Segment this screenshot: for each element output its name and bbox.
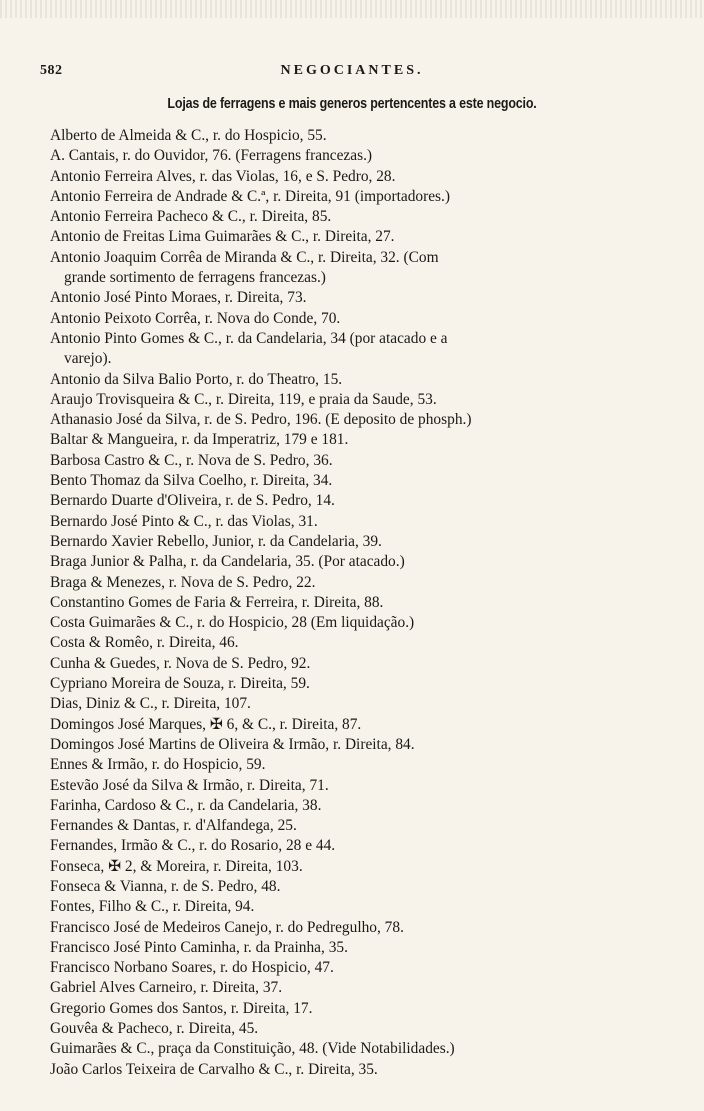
list-item: [50, 674, 660, 694]
list-item: [50, 654, 660, 674]
entry-text: Antonio Pinto Gomes & C., r. da Candelaria, 34 (por atacado e a: [50, 329, 448, 347]
list-item: [50, 167, 660, 187]
entry-continuation: grande sortimento de ferragens francezas.): [64, 269, 326, 287]
list-item: [50, 370, 660, 390]
entry-text: Braga & Menezes, r. Nova de S. Pedro, 22.: [50, 573, 316, 591]
entry-text: Araujo Trovisqueira & C., r. Direita, 119, e praia da Saude, 53.: [50, 390, 437, 408]
entry-text: Braga Junior & Palha, r. da Candelaria, 35. (Por atacado.): [50, 553, 405, 571]
entry-text: A. Cantais, r. do Ouvidor, 76. (Ferragens francezas.): [50, 147, 373, 165]
entry-text: Guimarães & C., praça da Constituição, 48. (Vide Notabilidades.): [50, 1040, 455, 1058]
list-item: [50, 187, 660, 207]
entry-text: Domingos José Martins de Oliveira & Irmão, r. Direita, 84.: [50, 735, 415, 753]
entry-text: Francisco Norbano Soares, r. do Hospicio, 47.: [50, 959, 334, 977]
list-item: [50, 309, 660, 329]
entry-text: Antonio Peixoto Corrêa, r. Nova do Conde, 70.: [50, 309, 341, 327]
entry-text: Cypriano Moreira de Souza, r. Direita, 59.: [50, 675, 310, 693]
list-item: [50, 715, 660, 735]
list-item: [50, 1060, 660, 1080]
entry-text: Athanasio José da Silva, r. de S. Pedro, 196. (E deposito de phosph.): [50, 411, 472, 429]
list-item: [50, 329, 660, 370]
entry-text: Alberto de Almeida & C., r. do Hospicio, 55.: [50, 127, 327, 144]
entry-list: [50, 126, 660, 1080]
list-item: [50, 776, 660, 796]
list-item: [50, 451, 660, 471]
list-item: [50, 126, 660, 146]
list-item: [50, 857, 660, 877]
bleed-through-text: [0, 0, 704, 18]
list-item: [50, 288, 660, 308]
entry-text: Baltar & Mangueira, r. da Imperatriz, 179 e 181.: [50, 431, 349, 449]
entry-text: Antonio José Pinto Moraes, r. Direita, 73.: [50, 289, 307, 307]
entry-text: Estevão José da Silva & Irmão, r. Direita, 71.: [50, 776, 329, 794]
entry-text: Antonio de Freitas Lima Guimarães & C., r. Direita, 27.: [50, 228, 395, 246]
list-item: [50, 978, 660, 998]
list-item: [50, 491, 660, 511]
entry-text: Fonseca, ✠ 2, & Moreira, r. Direita, 103.: [50, 857, 303, 875]
list-item: [50, 1039, 660, 1059]
list-item: [50, 248, 660, 289]
list-item: [50, 410, 660, 430]
list-item: [50, 613, 660, 633]
list-item: [50, 552, 660, 572]
entry-text: Antonio Ferreira Alves, r. das Violas, 16, e S. Pedro, 28.: [50, 167, 396, 185]
list-item: [50, 897, 660, 917]
list-item: [50, 633, 660, 653]
entry-text: Bernardo José Pinto & C., r. das Violas, 31.: [50, 512, 318, 530]
entry-text: Gouvêa & Pacheco, r. Direita, 45.: [50, 1020, 259, 1038]
entry-text: Gregorio Gomes dos Santos, r. Direita, 17.: [50, 999, 313, 1017]
entry-text: Cunha & Guedes, r. Nova de S. Pedro, 92.: [50, 654, 311, 672]
entry-text: Ennes & Irmão, r. do Hospicio, 59.: [50, 756, 266, 774]
list-item: [50, 755, 660, 775]
list-item: [50, 430, 660, 450]
entry-text: João Carlos Teixeira de Carvalho & C., r. Direita, 35.: [50, 1060, 378, 1078]
running-title: NEGOCIANTES.: [280, 63, 424, 78]
entry-text: Antonio Joaquim Corrêa de Miranda & C., r. Direita, 32. (Com: [50, 248, 439, 266]
entry-text: Constantino Gomes de Faria & Ferreira, r. Direita, 88.: [50, 593, 384, 611]
entry-text: Antonio da Silva Balio Porto, r. do Theatro, 15.: [50, 370, 343, 388]
entry-text: Antonio Ferreira de Andrade & C.ª, r. Direita, 91 (importadores.): [50, 187, 451, 205]
entry-text: Costa Guimarães & C., r. do Hospicio, 28 (Em liquidação.): [50, 614, 415, 632]
entry-text: Francisco José de Medeiros Canejo, r. do Pedregulho, 78.: [50, 918, 404, 936]
list-item: [50, 1019, 660, 1039]
list-item: [50, 938, 660, 958]
section-heading: Lojas de ferragens e mais generos pertencentes a este negocio.: [167, 96, 537, 112]
entry-continuation: varejo).: [64, 350, 112, 368]
entry-text: Fontes, Filho & C., r. Direita, 94.: [50, 898, 255, 916]
page-header: [0, 63, 704, 87]
entry-text: Antonio Ferreira Pacheco & C., r. Direita, 85.: [50, 208, 332, 226]
list-item: [50, 593, 660, 613]
list-item: [50, 207, 660, 227]
list-item: [50, 958, 660, 978]
list-item: [50, 796, 660, 816]
entry-text: Barbosa Castro & C., r. Nova de S. Pedro, 36.: [50, 451, 333, 469]
entry-text: Francisco José Pinto Caminha, r. da Prainha, 35.: [50, 938, 348, 956]
entry-text: Gabriel Alves Carneiro, r. Direita, 37.: [50, 979, 283, 997]
list-item: [50, 512, 660, 532]
entry-text: Dias, Diniz & C., r. Direita, 107.: [50, 695, 251, 713]
list-item: [50, 735, 660, 755]
list-item: [50, 532, 660, 552]
list-item: [50, 573, 660, 593]
list-item: [50, 471, 660, 491]
list-item: [50, 227, 660, 247]
entry-text: Fernandes, Irmão & C., r. do Rosario, 28 e 44.: [50, 837, 336, 855]
entry-text: Farinha, Cardoso & C., r. da Candelaria, 38.: [50, 796, 322, 814]
list-item: [50, 877, 660, 897]
entry-text: Costa & Romêo, r. Direita, 46.: [50, 634, 239, 652]
entry-text: Fernandes & Dantas, r. d'Alfandega, 25.: [50, 817, 297, 835]
entry-text: Bernardo Xavier Rebello, Junior, r. da Candelaria, 39.: [50, 532, 382, 550]
list-item: [50, 694, 660, 714]
entry-text: Bento Thomaz da Silva Coelho, r. Direita, 34.: [50, 472, 333, 490]
entry-text: Domingos José Marques, ✠ 6, & C., r. Direita, 87.: [50, 715, 362, 733]
list-item: [50, 146, 660, 166]
list-item: [50, 836, 660, 856]
entry-text: Bernardo Duarte d'Oliveira, r. de S. Pedro, 14.: [50, 492, 335, 510]
list-item: [50, 999, 660, 1019]
entry-text: Fonseca & Vianna, r. de S. Pedro, 48.: [50, 877, 281, 895]
page-number: 582: [40, 63, 63, 78]
list-item: [50, 918, 660, 938]
list-item: [50, 816, 660, 836]
list-item: [50, 390, 660, 410]
